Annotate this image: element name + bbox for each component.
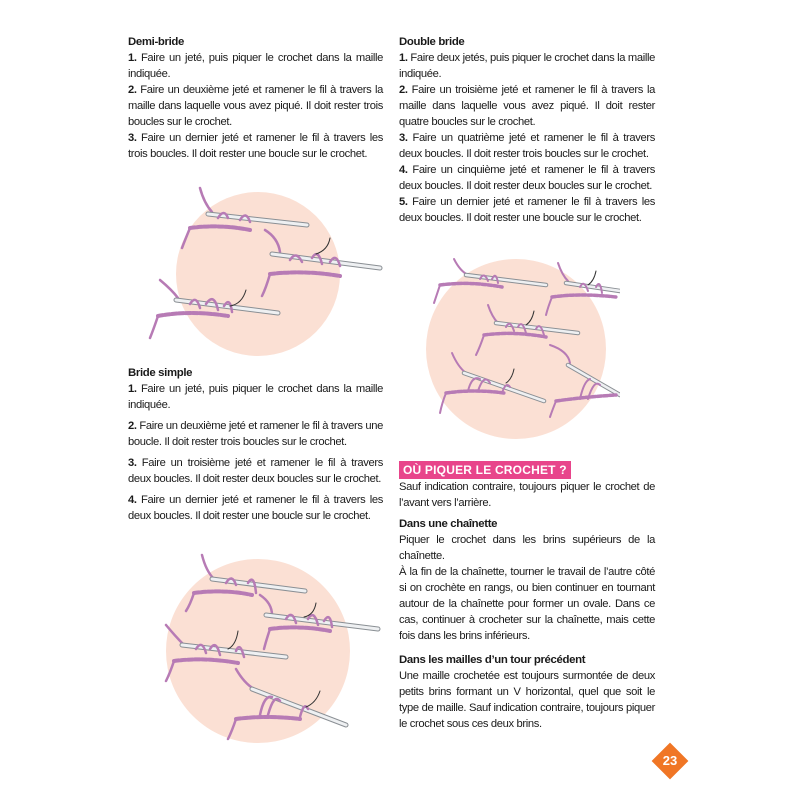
section-bride-simple — [128, 365, 383, 524]
step: 4. Faire un cinquième jeté et ramener le fil à travers deux boucles. Il doit rester deux boucles sur le crochet. — [399, 164, 655, 192]
step: 2. Faire un deuxième jeté et ramener le fil à travers la maille dans laquelle vous avez piqué. Il doit rester trois boucles sur le crochet. — [128, 84, 383, 128]
intro-text: Sauf indication contraire, toujours piquer le crochet de l’avant vers l’arrière. — [399, 481, 655, 509]
section-demi-bride — [128, 34, 383, 162]
page-number: 23 — [662, 753, 678, 768]
step: 1. Faire deux jetés, puis piquer le crochet dans la maille indiquée. — [399, 52, 655, 80]
subsection-title: Dans les mailles d’un tour précédent — [399, 654, 586, 666]
section-heading-banner: OÙ PIQUER LE CROCHET ? — [399, 461, 571, 479]
subsection-title: Dans une chaînette — [399, 518, 498, 530]
step: 3. Faire un troisième jeté et ramener le fil à travers deux boucles. Il doit rester deux boucles sur le crochet. — [128, 457, 383, 485]
step: 2. Faire un deuxième jeté et ramener le fil à travers une boucle. Il doit rester trois boucles sur le crochet. — [128, 420, 383, 448]
step: 5. Faire un dernier jeté et ramener le fil à travers les deux boucles. Il doit rester une boucle sur le crochet. — [399, 196, 655, 224]
section-ou-piquer — [399, 461, 655, 732]
double-bride-illustration — [420, 245, 620, 440]
step: 3. Faire un dernier jeté et ramener le fil à travers les trois boucles. Il doit rester une boucle sur le crochet. — [128, 132, 383, 160]
step: 1. Faire un jeté, puis piquer le crochet dans la maille indiquée. — [128, 383, 383, 411]
step: 4. Faire un dernier jeté et ramener le fil à travers les deux boucles. Il doit rester une boucle sur le crochet. — [128, 494, 383, 522]
paragraph: Une maille crochetée est toujours surmontée de deux petits brins formant un V horizontal, quel que soit le type de maille. Sauf indication contraire, toujours piquer le crochet sous ces deux brins. — [399, 670, 655, 730]
page-number-badge — [652, 743, 688, 779]
section-title: Demi-bride — [128, 36, 184, 48]
paragraph: À la fin de la chaînette, tourner le travail de l’autre côté si on crochète en rangs, ou bien continuer en tournant autour de la chaînette pour former un ovale. Dans ce cas, continuer à crocheter sur la chaînette, mais cette fois dans les brins inférieurs. — [399, 566, 655, 642]
step: 2. Faire un troisième jeté et ramener le fil à travers la maille dans laquelle vous avez piqué. Il doit rester quatre boucles sur le crochet. — [399, 84, 655, 128]
step: 3. Faire un quatrième jeté et ramener le fil à travers deux boucles. Il doit rester trois boucles sur le crochet. — [399, 132, 655, 160]
demi-bride-illustration — [140, 178, 385, 358]
section-title: Bride simple — [128, 367, 193, 379]
step: 1. Faire un jeté, puis piquer le crochet dans la maille indiquée. — [128, 52, 383, 80]
section-double-bride — [399, 34, 655, 226]
paragraph: Piquer le crochet dans les brins supérieurs de la chaînette. — [399, 534, 655, 562]
section-title: Double bride — [399, 36, 465, 48]
bride-simple-illustration — [140, 545, 385, 745]
